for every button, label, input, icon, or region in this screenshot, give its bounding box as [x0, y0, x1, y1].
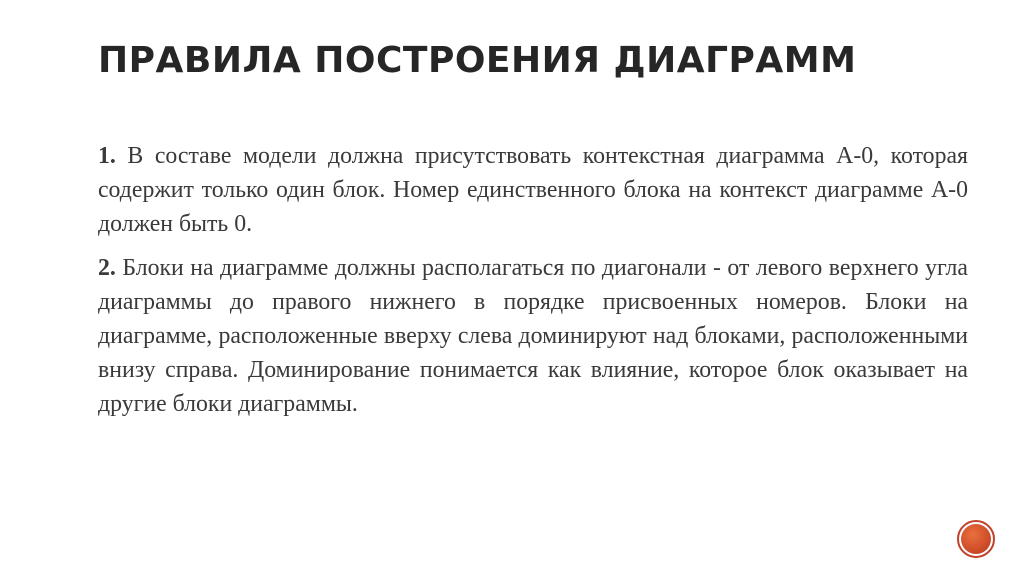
- rule-paragraph-2: [98, 251, 968, 421]
- slide-nav-button[interactable]: [957, 520, 995, 558]
- rule-number-1: 1.: [98, 143, 116, 169]
- rule-paragraph-1: [98, 139, 968, 241]
- slide-body: [98, 139, 968, 431]
- rule-number-2: 2.: [98, 255, 116, 281]
- nav-circle-icon: [961, 524, 991, 554]
- slide-title: ПРАВИЛА ПОСТРОЕНИЯ ДИАГРАММ: [98, 40, 857, 81]
- rule-text-2: Блоки на диаграмме должны располагаться по диагонали - от левого верхнего угла диаграммы до правого нижнего в порядке присвоенных номеров. Блоки на диаграмме, расположенные вверху слева доминируют над блоками, расположенными внизу справа. Доминирование понимается как влияние, которое блок оказывает на другие блоки диаграммы.: [98, 255, 968, 417]
- rule-text-1: В составе модели должна присутствовать контекстная диаграмма А-0, которая содержит только один блок. Номер единственного блока на контекст диаграмме А-0 должен быть 0.: [98, 143, 968, 237]
